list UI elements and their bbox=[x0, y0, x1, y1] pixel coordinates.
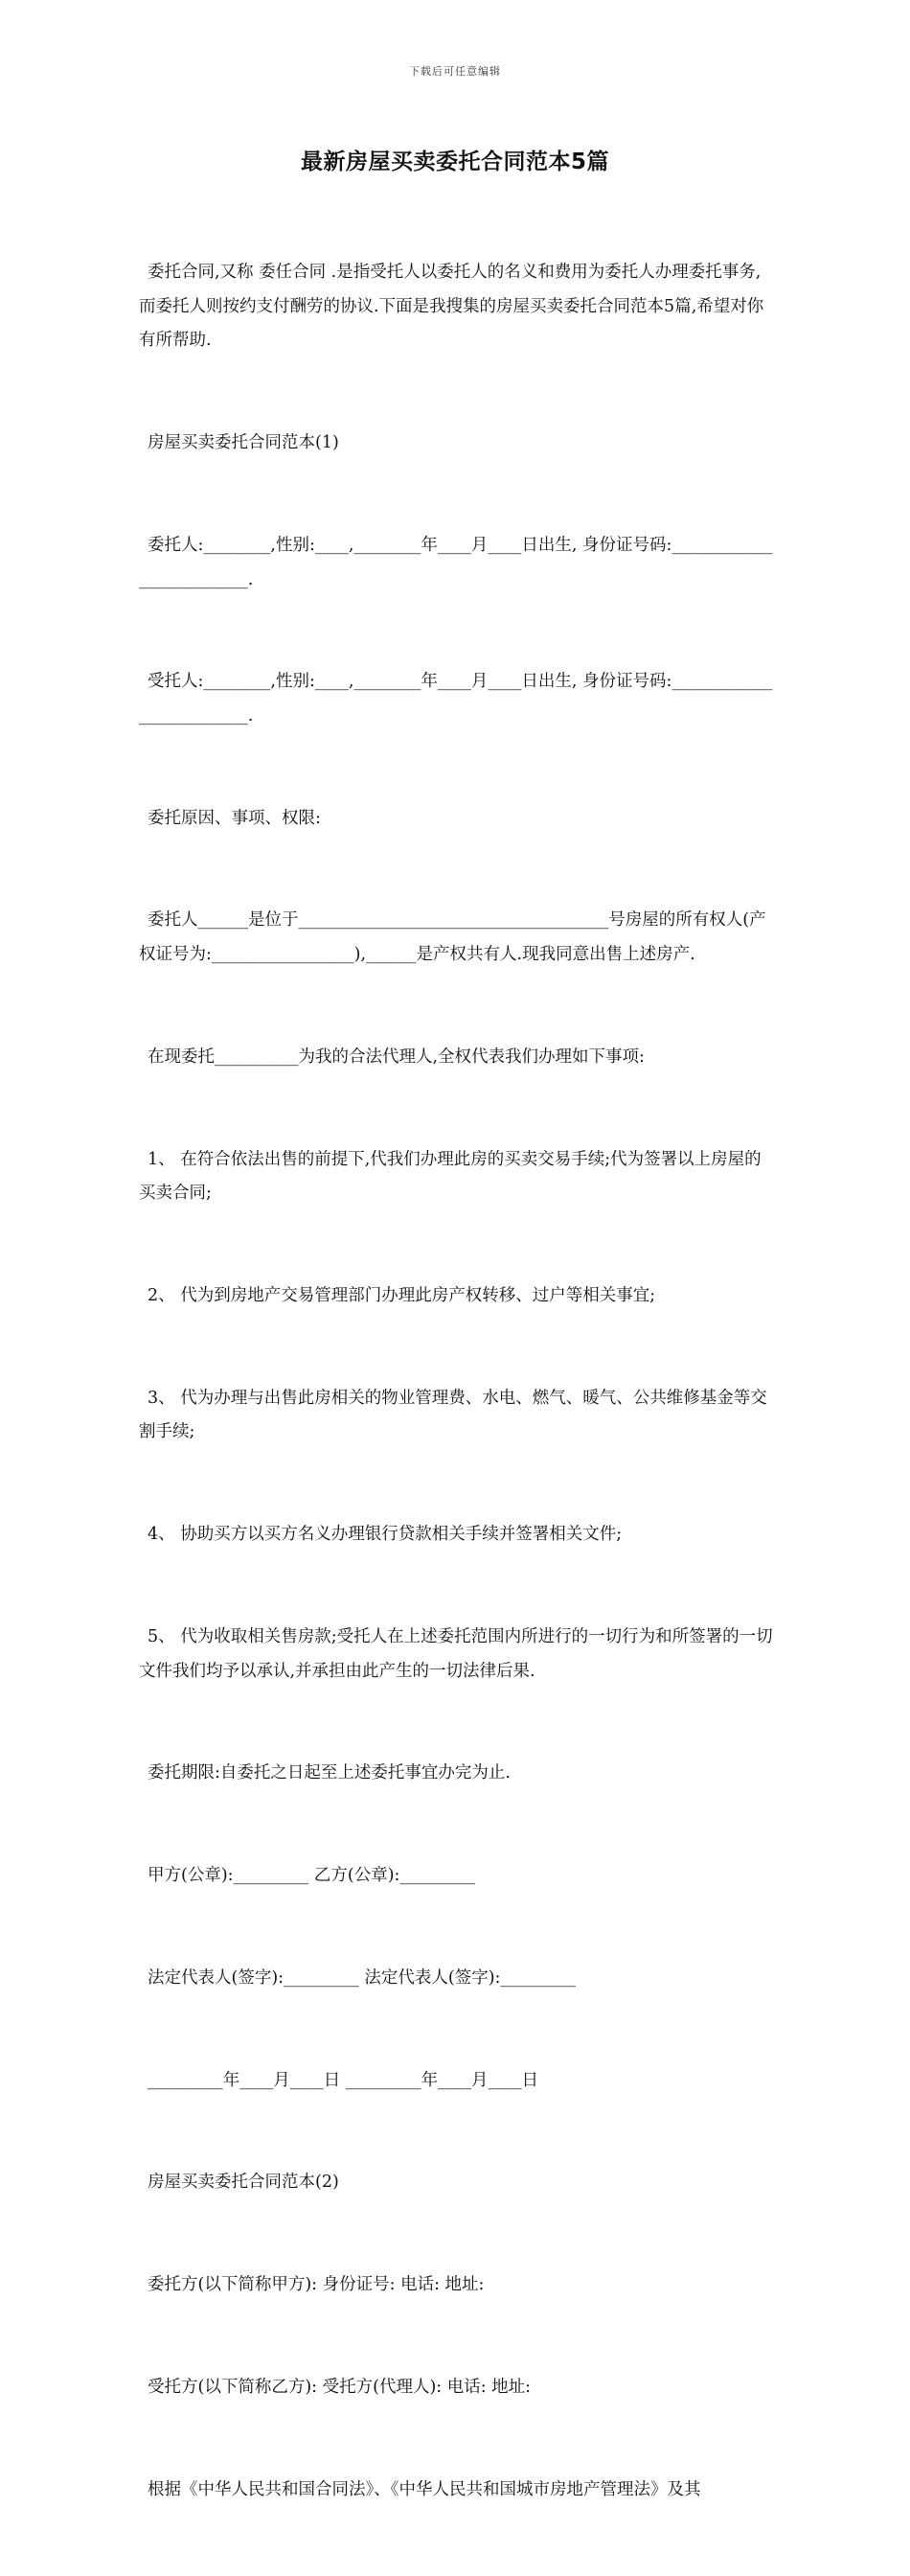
ownership-paragraph: 委托人______是位于_____________________________________号房屋的所有权人(产权证号为:_________________),______是产权共有人.现我同意出售上述房产. bbox=[139, 910, 766, 965]
intro-paragraph: 委托合同,又称 委任合同 .是指受托人以委托人的名义和费用为委托人办理委托事务,而委托人则按约支付酬劳的协议.下面是我搜集的房屋买卖委托合同范本5篇,希望对你有所帮助. bbox=[139, 263, 764, 351]
item-1: 1、 在符合依法出售的前提下,代我们办理此房的买卖交易手续;代为签署以上房屋的买卖合同; bbox=[139, 1149, 762, 1204]
document-body bbox=[139, 188, 775, 2576]
term-line: 委托期限:自委托之日起至上述委托事宜办完为止. bbox=[148, 1763, 511, 1783]
appointment-paragraph: 在现委托__________为我的合法代理人,全权代表我们办理如下事项: bbox=[148, 1046, 645, 1067]
principal-info-line: 委托人:________,性别:____,________年____月____日出生, 身份证号码:_________________________. bbox=[139, 535, 773, 589]
document-title: 最新房屋买卖委托合同范本5篇 bbox=[300, 150, 609, 174]
reason-heading: 委托原因、事项、权限: bbox=[148, 808, 321, 828]
signature-line: 法定代表人(签字):_________ 法定代表人(签字):_________ bbox=[148, 1967, 577, 1988]
header-note: 下载后可任意编辑 bbox=[409, 65, 501, 78]
section-heading-2: 房屋买卖委托合同范本(2) bbox=[148, 2173, 339, 2193]
item-5: 5、 代为收取相关售房款;受托人在上述委托范围内所进行的一切行为和所签署的一切文件我们均予以承认,并承担由此产生的一切法律后果. bbox=[139, 1626, 773, 1681]
agent-info-line: 受托人:________,性别:____,________年____月____日出生, 身份证号码:_________________________. bbox=[139, 672, 773, 725]
seal-line: 甲方(公章):_________ 乙方(公章):_________ bbox=[148, 1866, 476, 1886]
party-b-line: 受托方(以下简称乙方): 受托方(代理人): 电话: 地址: bbox=[148, 2378, 532, 2397]
date-line: _________年____月____日 _________年____月____日 bbox=[148, 2070, 539, 2090]
basis-paragraph: 根据《中华人民共和国合同法》、《中华人民共和国城市房地产管理法》及其 bbox=[148, 2479, 701, 2499]
item-4: 4、 协助买方以买方名义办理银行贷款相关手续并签署相关文件; bbox=[148, 1525, 623, 1545]
section-heading-1: 房屋买卖委托合同范本(1) bbox=[148, 433, 339, 453]
item-2: 2、 代为到房地产交易管理部门办理此房产权转移、过户等相关事宜; bbox=[148, 1286, 656, 1305]
party-a-line: 委托方(以下简称甲方): 身份证号: 电话: 地址: bbox=[148, 2275, 485, 2295]
item-3: 3、 代为办理与出售此房相关的物业管理费、水电、燃气、暖气、公共维修基金等交割手续; bbox=[139, 1388, 767, 1442]
